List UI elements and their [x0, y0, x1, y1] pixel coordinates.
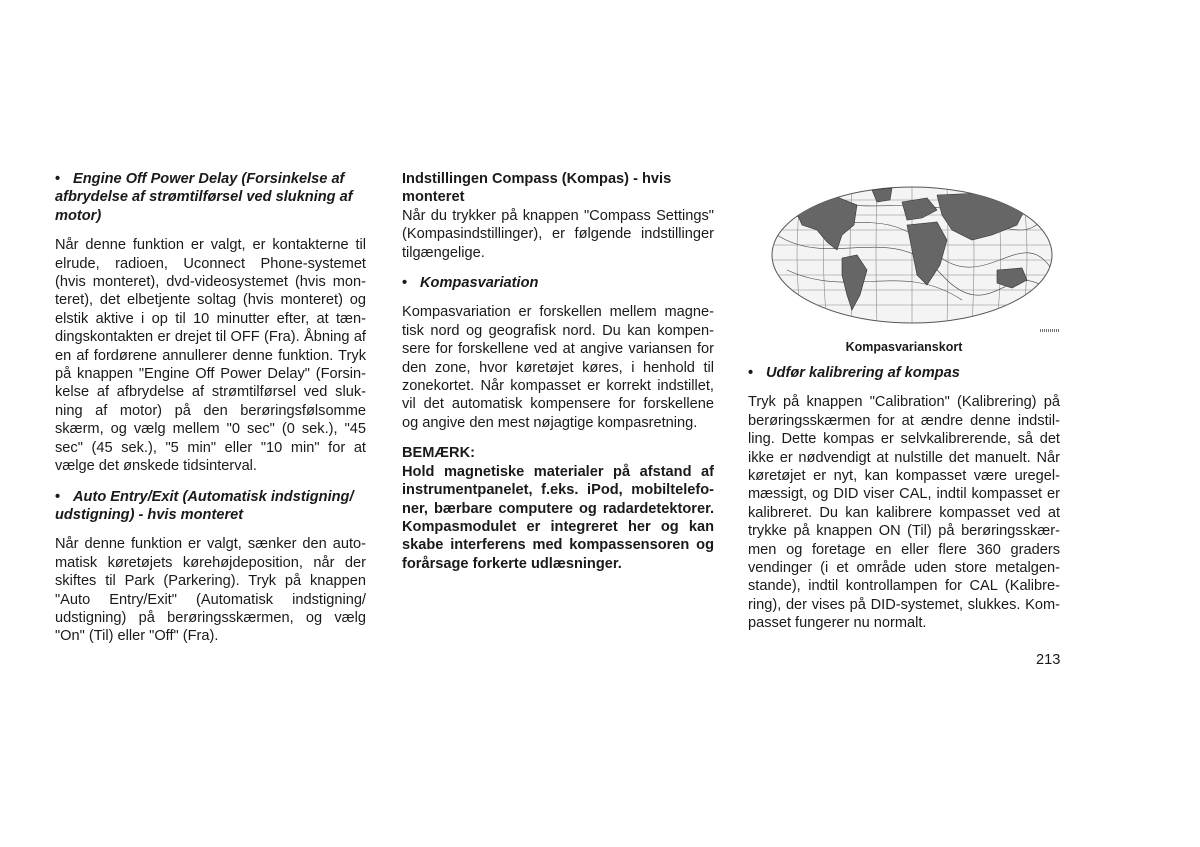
paragraph: Tryk på knappen "Calibration" (Kalibrering) på berøringsskærmen for at ændre denne indstil-ling. Dette kompas er selvkalibrerende, så det ikke er nødvendigt at nulstille det manuelt. Når køretøjet er nyt, kan kompasset være uregel-mæssigt, og DID viser CAL, indtil kompasset er kalibreret. Du kan kalibrere kompasset ved at trykke på knappen ON (Til) på berøringsskær-men og foretage en eller flere 360 graders vendinger (i et område uden store metalgen-stande), indtil kontrollampen for CAL (Kalibre-ring), der vises på DID-systemet, slukkes. Kom-passet fungerer nu normalt.	[748, 394, 1060, 632]
compass-variance-map	[762, 180, 1062, 330]
section-heading: • Auto Entry/Exit (Automatisk indstigning/ udstigning) - hvis monteret	[55, 488, 354, 523]
page-number: 213	[1036, 652, 1061, 668]
note-text: Hold magnetiske materialer på afstand af instrumentpanelet, f.eks. iPod, mobiltelefo-ner, bærbare computere og radardetektorer. Kompasmodulet er integreret her og kan skabe interferens med kompassensoren og forårsage forkerte udlæsninger.	[402, 463, 714, 572]
bullet-icon: •	[402, 275, 408, 292]
figure-code	[1040, 329, 1060, 332]
paragraph: Når du trykker på knappen "Compass Settings" (Kompasindstillinger), er følgende indstillinger tilgængelige.	[402, 207, 714, 261]
world-map-icon	[762, 180, 1062, 330]
bullet-icon: •	[55, 171, 61, 187]
bullet-icon: •	[55, 488, 61, 505]
section-heading: • Kompasvariation	[402, 275, 539, 292]
section-heading: • Engine Off Power Delay (Forsinkelse af afbrydelse af strømtilførsel ved slukning af motor)	[55, 171, 353, 224]
section-heading: • Udfør kalibrering af kompas	[748, 365, 960, 381]
figure-caption: Kompasvarianskort	[845, 340, 963, 354]
note-label: BEMÆRK:	[402, 445, 475, 462]
bullet-icon: •	[748, 365, 754, 381]
subheading: Indstillingen Compass (Kompas) - hvis monteret	[402, 171, 672, 206]
paragraph: Når denne funktion er valgt, sænker den auto-matisk køretøjets kørehøjdeposition, når der skiftes til Park (Parkering). Tryk på knappen "Auto Entry/Exit" (Automatisk indstigning/ udstigning) på berøringsskærmen, og vælg "On" (Til) eller "Off" (Fra).	[55, 536, 366, 645]
paragraph: Når denne funktion er valgt, er kontakterne til elrude, radioen, Uconnect Phone-systemet (hvis monteret), dvd-videosystemet (hvis mon-teret), det elbetjente soltag (hvis monteret) og elstik aktive i op til 10 minutter efter, at tæn-dingskontakten er drejet til OFF (Fra). Åbning af en af fordørene annullerer denne funktion. Tryk på knappen "Engine Off Power Delay" (Forsin-kelse af afbrydelse af strømtilførsel ved sluk-ning af motor) på den berøringsfølsomme skærm, og vælg mellem "0 sec" (0 sek.), "45 sec" (45 sek.), "5 min" eller "10 min" for at vælge det ønskede tidsinterval.	[55, 237, 366, 475]
left-column	[55, 170, 366, 658]
right-column	[748, 364, 1060, 645]
paragraph: Kompasvariation er forskellen mellem magne-tisk nord og geografisk nord. Du kan kompen-sere for forskellene ved at angive variansen for den zone, hvor køretøjet køres, i henhold til zonekortet. Når kompasset er korrekt indstillet, vil det automatisk kompensere for forskellene og angive den mest nøjagtige kompasretning.	[402, 304, 714, 431]
middle-column	[402, 170, 714, 573]
